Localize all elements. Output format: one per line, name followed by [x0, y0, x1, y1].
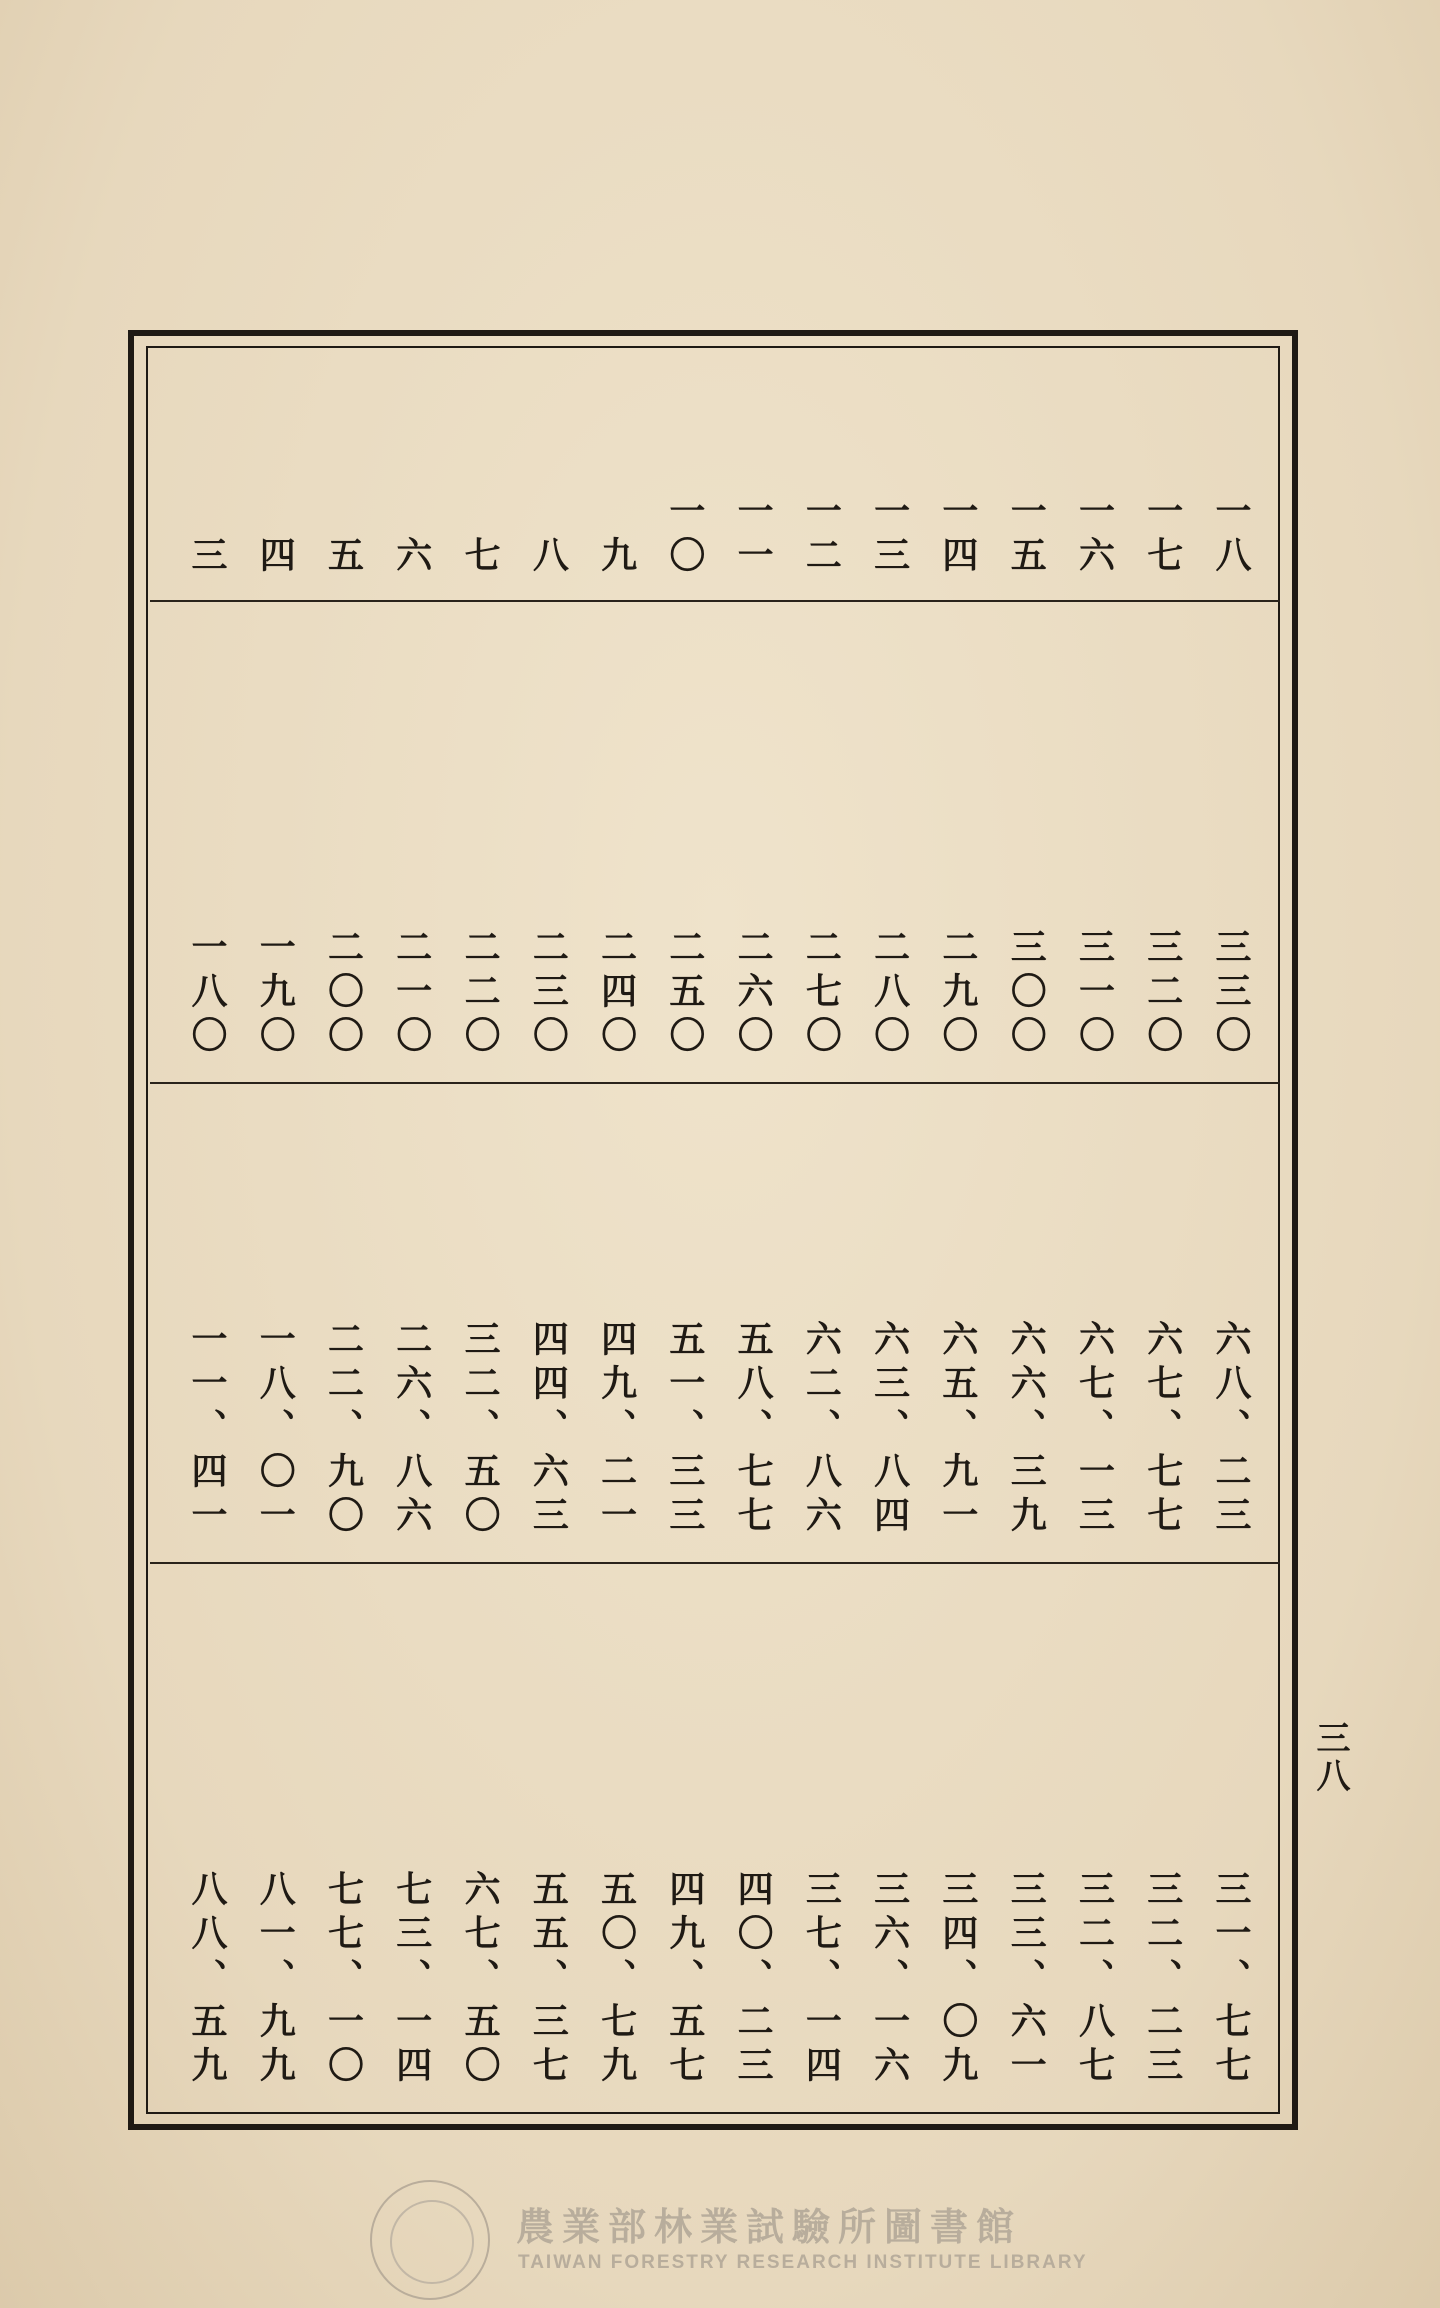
table-cell	[1206, 1320, 1256, 1540]
table-cell	[660, 928, 710, 1060]
table-cell	[865, 1320, 915, 1540]
table-cell	[1001, 1320, 1051, 1540]
cell-text: 一六	[1073, 492, 1116, 580]
cell-text: 二一〇	[390, 928, 433, 1060]
cell-text: 二四〇	[595, 928, 638, 1060]
cell-text: 三六、一六	[868, 1870, 911, 2090]
cell-text: 四四、六三	[527, 1320, 570, 1540]
cell-text: 八一、九九	[254, 1870, 297, 2090]
cell-text: 八	[527, 536, 570, 580]
cell-text: 三七、一四	[800, 1870, 843, 2090]
cell-text: 一八、〇一	[254, 1320, 297, 1540]
table-cell	[1206, 492, 1256, 580]
cell-text: 四	[254, 536, 297, 580]
table-cell	[865, 928, 915, 1060]
table-cell	[182, 492, 232, 580]
cell-text: 五一、三三	[663, 1320, 706, 1540]
table-cell	[592, 1320, 642, 1540]
row-divider	[150, 1562, 1280, 1564]
cell-text: 六二、八六	[800, 1320, 843, 1540]
cell-text: 三〇〇	[1005, 928, 1048, 1060]
table-cell	[387, 492, 437, 580]
cell-text: 三一〇	[1073, 928, 1116, 1060]
table-cell	[319, 492, 369, 580]
cell-text: 三二、五〇	[459, 1320, 502, 1540]
table-cell	[933, 1870, 983, 2090]
table-cell	[933, 492, 983, 580]
cell-text: 三二〇	[1141, 928, 1184, 1060]
cell-text: 三一、七七	[1209, 1870, 1252, 2090]
table-cell	[455, 928, 505, 1060]
cell-text: 一〇	[663, 492, 706, 580]
library-watermark	[370, 2180, 1090, 2290]
cell-text: 三	[186, 536, 228, 580]
table-cell	[182, 928, 232, 1060]
cell-text: 三四、〇九	[936, 1870, 979, 2090]
table-cell	[660, 1870, 710, 2090]
table-cell	[728, 1320, 778, 1540]
cell-text: 二六〇	[732, 928, 775, 1060]
table-cell	[1206, 928, 1256, 1060]
cell-text: 七	[459, 536, 502, 580]
table-cell	[387, 1320, 437, 1540]
cell-text: 三二、二三	[1141, 1870, 1184, 2090]
row-values-c	[150, 1870, 1280, 2090]
cell-text: 二八〇	[868, 928, 911, 1060]
cell-text: 二二〇	[459, 928, 502, 1060]
table-cell	[796, 492, 846, 580]
cell-text: 二七〇	[800, 928, 843, 1060]
table-cell	[387, 1870, 437, 2090]
table-cell	[1069, 1320, 1119, 1540]
cell-text: 二〇〇	[322, 928, 365, 1060]
table-cell	[523, 928, 573, 1060]
table-inner-border	[146, 346, 1280, 2114]
cell-text: 七三、一四	[390, 1870, 433, 2090]
cell-text: 六八、二三	[1209, 1320, 1252, 1540]
table-cell	[250, 1870, 300, 2090]
row-divider	[150, 600, 1280, 602]
table-cell	[933, 1320, 983, 1540]
table-cell	[1138, 1320, 1188, 1540]
library-name-en: TAIWAN FORESTRY RESEARCH INSTITUTE LIBRARY	[518, 2252, 1088, 2273]
table-cell	[728, 928, 778, 1060]
table-cell	[455, 1320, 505, 1540]
table-cell	[182, 1870, 232, 2090]
table-cell	[1001, 492, 1051, 580]
table-cell	[592, 1870, 642, 2090]
table-cell	[1001, 1870, 1051, 2090]
cell-text: 二二、九〇	[322, 1320, 365, 1540]
table-cell	[796, 928, 846, 1060]
table-cell	[319, 1870, 369, 2090]
table-cell	[319, 1320, 369, 1540]
table-cell	[865, 492, 915, 580]
table-cell	[728, 1870, 778, 2090]
table-cell	[250, 492, 300, 580]
cell-text: 七七、一〇	[322, 1870, 365, 2090]
table-cell	[796, 1870, 846, 2090]
cell-text: 六七、七七	[1141, 1320, 1184, 1540]
cell-text: 五	[322, 536, 365, 580]
table-cell	[455, 1870, 505, 2090]
cell-text: 二三〇	[527, 928, 570, 1060]
table-cell	[796, 1320, 846, 1540]
cell-text: 一九〇	[254, 928, 297, 1060]
cell-text: 六三、八四	[868, 1320, 911, 1540]
table-cell	[592, 928, 642, 1060]
table-cell	[523, 1320, 573, 1540]
cell-text: 一一	[732, 492, 775, 580]
table-cell	[387, 928, 437, 1060]
table-cell	[523, 492, 573, 580]
table-cell	[1001, 928, 1051, 1060]
table-cell	[455, 492, 505, 580]
cell-text: 五〇、七九	[595, 1870, 638, 2090]
cell-text: 一七	[1141, 492, 1184, 580]
cell-text: 六七、一三	[1073, 1320, 1116, 1540]
table-cell	[1069, 928, 1119, 1060]
cell-text: 一八	[1209, 492, 1252, 580]
cell-text: 一八〇	[186, 928, 228, 1060]
cell-text: 六七、五〇	[459, 1870, 502, 2090]
table-cell	[182, 1320, 232, 1540]
cell-text: 四〇、二三	[732, 1870, 775, 2090]
cell-text: 一四	[936, 492, 979, 580]
table-cell	[1138, 928, 1188, 1060]
cell-text: 一一、四一	[186, 1320, 228, 1540]
cell-text: 八八、五九	[186, 1870, 228, 2090]
cell-text: 九	[595, 536, 638, 580]
cell-text: 二九〇	[936, 928, 979, 1060]
table-cell	[660, 492, 710, 580]
table-cell	[1069, 492, 1119, 580]
cell-text: 五八、七七	[732, 1320, 775, 1540]
row-divider	[150, 1082, 1280, 1084]
table-cell	[319, 928, 369, 1060]
cell-text: 一二	[800, 492, 843, 580]
row-values-b	[150, 1320, 1280, 1540]
table-cell	[933, 928, 983, 1060]
table-cell	[1138, 1870, 1188, 2090]
cell-text: 一三	[868, 492, 911, 580]
cell-text: 六	[390, 536, 433, 580]
cell-text: 六五、九一	[936, 1320, 979, 1540]
cell-text: 三二、八七	[1073, 1870, 1116, 2090]
table-cell	[592, 492, 642, 580]
cell-text: 四九、二一	[595, 1320, 638, 1540]
table-cell	[250, 1320, 300, 1540]
library-seal-icon	[370, 2180, 490, 2300]
table-cell	[660, 1320, 710, 1540]
table-cell	[523, 1870, 573, 2090]
table-cell	[728, 492, 778, 580]
cell-text: 三三〇	[1209, 928, 1252, 1060]
table-cell	[1138, 492, 1188, 580]
cell-text: 二六、八六	[390, 1320, 433, 1540]
table-cell	[250, 928, 300, 1060]
cell-text: 三三、六一	[1005, 1870, 1048, 2090]
table-cell	[865, 1870, 915, 2090]
page-number: 三八	[1310, 1720, 1350, 1796]
table-cell	[1206, 1870, 1256, 2090]
library-name-zh: 農業部林業試驗所圖書館	[516, 2205, 1023, 2249]
cell-text: 一五	[1005, 492, 1048, 580]
row-values-a	[150, 900, 1280, 1060]
cell-text: 四九、五七	[663, 1870, 706, 2090]
cell-text: 二五〇	[663, 928, 706, 1060]
cell-text: 五五、三七	[527, 1870, 570, 2090]
row-index	[150, 470, 1280, 580]
cell-text: 六六、三九	[1005, 1320, 1048, 1540]
table-cell	[1069, 1870, 1119, 2090]
